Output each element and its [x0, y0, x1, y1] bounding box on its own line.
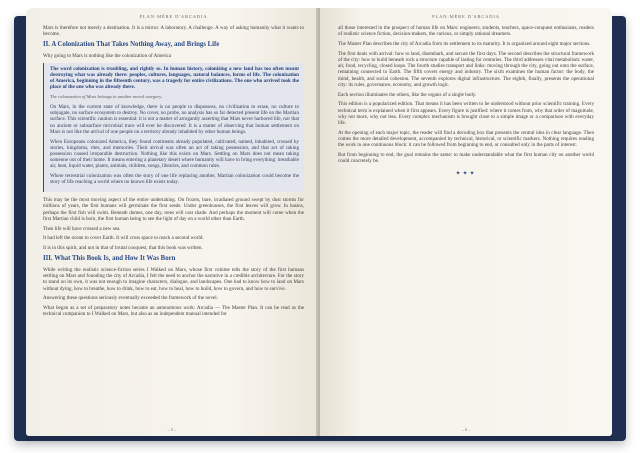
paragraph: But from beginning to end, the goal remains the same: to make understandable what the first human city on another world could concretely be. [338, 152, 594, 165]
paragraph: Then life will have crossed a new sea. [43, 225, 121, 232]
running-head: PLAN·MÈRE D'ARCADIA [432, 14, 500, 19]
running-head: PLAN·MÈRE D'ARCADIA [139, 14, 208, 19]
page-shadow [26, 436, 612, 444]
page-number: – 5 – [167, 427, 177, 432]
paragraph: This may be the most moving aspect of the entire undertaking. On frozen, bare, irradiated ground swept by dust storms for millions of years, the first humans will germinate the first seeds. Under greenhouses, the first leaves will grow. In basins, perhaps the first fish will swim. Beneath domes, one day, trees will cast shade. And perhaps the moment will come when the first Martian child is born, the first human being to see the light of day on a world other than Earth. [43, 197, 304, 222]
paragraph: It is in this spirit, and not in that of brutal conquest, that this book was written. [43, 245, 203, 252]
paragraph: The Master Plan describes the city of Arcadia from its settlement to its maturity. It is organized around eight major sections. [338, 41, 591, 47]
page-number: – 6 – [461, 427, 471, 432]
paragraph: Each section illuminates the others, like the organs of a single body. [338, 91, 477, 98]
paragraph: It had left the ocean to cover Earth. It will cross space to reach a second world. [43, 235, 204, 242]
highlight-lead: The word colonization is troubling, and rightly so. In human history, colonizing a new land has too often meant destroying what was already there: peoples, cultures, languages, natural balances, forms of life. The colonization of America, beginning in the fifteenth century, was a tragedy for entire civilizations. The one who arrived took the place of the one who was already there. [50, 65, 299, 91]
open-book [14, 8, 626, 446]
paragraph: The first deals with arrival: how to land, disembark, and secure the first days. The second describes the structural framework of the city: how to build beneath rock a structure capable of lasting for centuries. The third addresses vital metabolism: water, air, food, recycling, closed loops. The fourth studies transport and links: moving through the city, going out onto the surface, remaining connected to Earth. The fifth covers energy and industry. The sixth examines the human factor: the body, the mind, health, and social cohesion. The seventh explores digital infrastructure. The eighth, finally, presents the operational city: its rules, governance, economy, and growth logic. [338, 50, 594, 88]
paragraph: While writing the realistic science-fiction series I Walked on Mars, whose first volume tells the story of the first humans settling on Mars and founding the city of Arcadia, I felt the need to anchor the narrative in a credible architecture. For the story to stand on its own, it was not enough to imagine characters, dialogue, and landscapes. One had to know how to land on Mars without dying, how to breathe, how to drink, how to eat, how to heal, how to build, how to govern, and how to survive. [43, 267, 304, 292]
section-heading: III. What This Book Is, and How It Was Born [43, 255, 176, 263]
paragraph: What began as a set of preparatory notes became an autonomous work: Arcadia — The Master Plan. It can be read as the technical companion to I Walked on Mars, but also as an independent manual intended for [43, 305, 304, 318]
highlight-paragraph: Where terrestrial colonization was often the story of one life replacing another, Martian colonization could become the story of life reaching a world where no known life exists today. [50, 173, 299, 186]
paragraph: Why going to Mars is nothing like the colonization of America [43, 53, 172, 59]
highlight-paragraph: When Europeans colonized America, they found continents already populated, cultivated, named, inhabited, crossed by stories, kingdoms, rites, and memories. Their arrival was often an act of taking possession, and that act of taking possession caused irreparable destruction. Nothing like this exists on Mars. Settling on Mars does not mean taking someone out of their home. It means entering a planetary desert where humanity will have to bring everything: breathable air, heat, liquid water, plants, animals, children, songs, libraries, and common rules. [50, 138, 299, 170]
left-page [26, 8, 318, 436]
right-page [320, 8, 612, 436]
paragraph: This edition is a popularized edition. That means it has been written to be understood without prior scientific training. Every technical term is explained when it first appears. Every figure is justified: where it comes from, why that order of magnitude, why not more, why not less. Every complex mechanism is brought close to a simple image or a comparison with everyday life. [338, 101, 594, 127]
highlight-box [43, 63, 304, 192]
highlight-paragraph: On Mars, in the current state of knowledge, there is no people to dispossess, no civilization to erase, no culture to subjugate, no surface ecosystem to destroy. No cover, no probe, no analysis has so far detected present life on the Martian surface. This scientific caution is essential: it is not a matter of arrogantly asserting that Mars never harbored life, nor that no ancient or subsurface microbial trace will ever be discovered. It is a matter of observing that human settlement on Mars is not like the arrival of one people on a territory already inhabited by other human beings. [50, 104, 299, 135]
paragraph: At the opening of each major topic, the reader will find a decoding box that presents the central idea in clear language. Then comes the more detailed development, accompanied by technical, historical, or scientific markers. Nothing requires reading the work in one continuous block: it can be followed from beginning to end, or consulted only in the parts of interest. [338, 129, 594, 149]
paragraph: Mars is therefore not merely a destination. It is a mirror. A laboratory. A challenge. A way of asking humanity what it wants to become. [43, 25, 304, 38]
section-heading: II. A Colonization That Takes Nothing Away, and Brings Life [43, 41, 220, 48]
ornament-divider: ✦✦✦ [455, 171, 477, 178]
paragraph: all those interested in the prospect of human life on Mars: engineers, students, teachers, space-conquest enthusiasts, readers of realistic science fiction, decision-makers, the curious, or simply rational dreamers. [338, 25, 594, 38]
paragraph: Answering these questions seriously eventually exceeded the framework of the novel. [43, 295, 218, 302]
highlight-caption: The colonization of Mars belongs to another moral category. [50, 94, 163, 100]
